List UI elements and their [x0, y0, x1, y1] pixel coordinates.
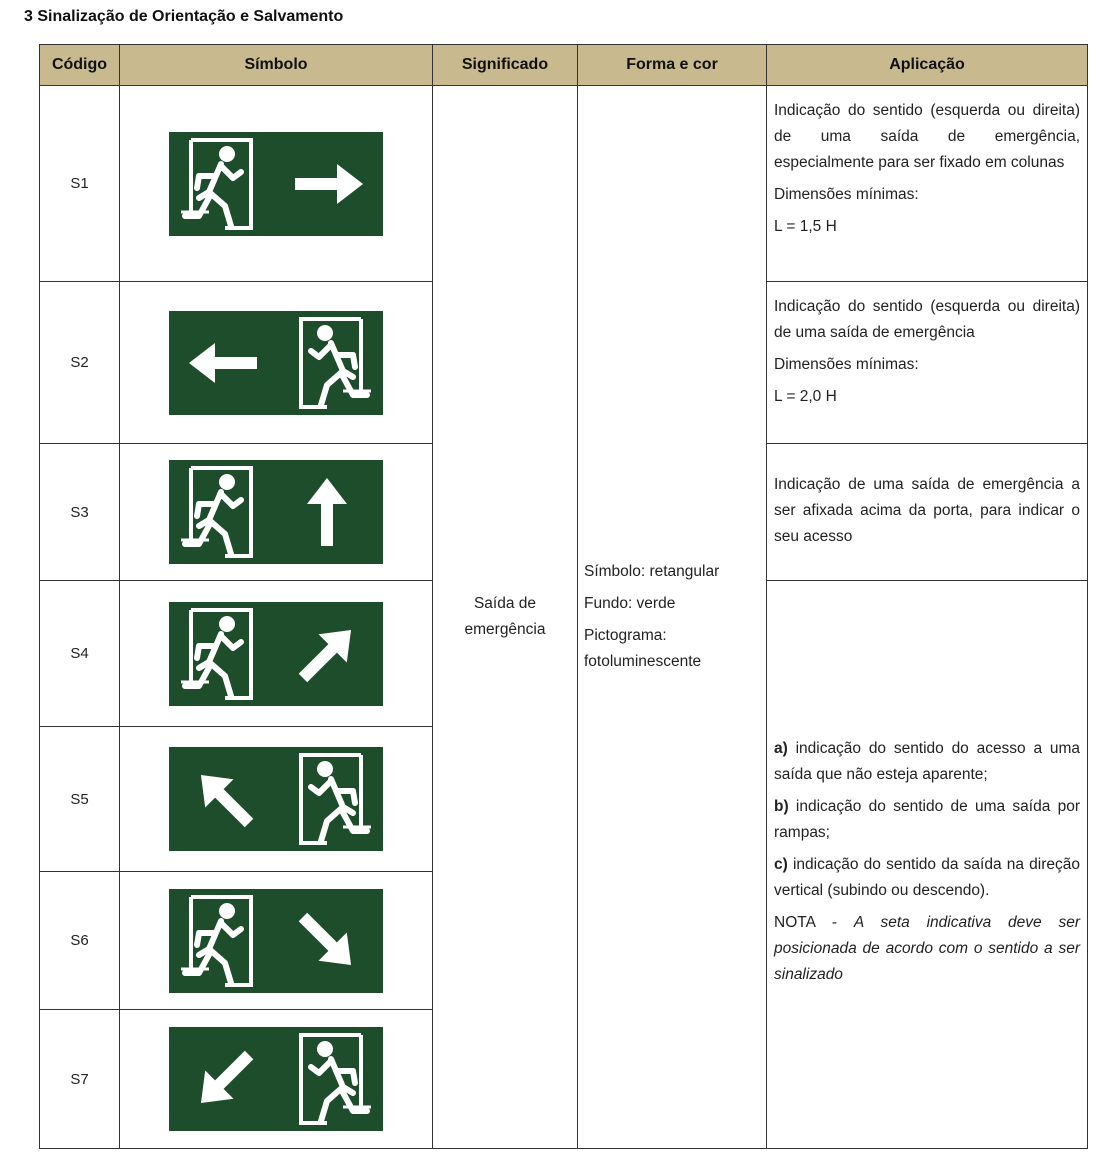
aplicacao-s4-s7 — [767, 581, 1088, 1149]
code-s1: S1 — [40, 86, 120, 282]
forma-pictograma-1: Pictograma: — [584, 627, 667, 644]
header-simbolo: Símbolo — [120, 45, 433, 86]
aplicacao-s2-dims-value: L = 2,0 H — [774, 388, 837, 405]
item-a-text: indicação do sentido do acesso a uma saída que não esteja aparente; — [774, 739, 1080, 783]
aplicacao-item-c — [774, 852, 1080, 904]
header-codigo: Código — [40, 45, 120, 86]
symbol-cell — [120, 727, 433, 872]
header-row — [40, 45, 1088, 86]
symbol-cell — [120, 282, 433, 444]
aplicacao-s2 — [767, 282, 1088, 444]
forma-pictograma-2: fotoluminescente — [584, 653, 702, 670]
exit-sign-up-right-icon — [169, 602, 383, 706]
exit-sign-down-left-icon — [169, 1027, 383, 1131]
aplicacao-item-b — [774, 794, 1080, 846]
significado-cell — [433, 86, 578, 1149]
aplicacao-s1 — [767, 86, 1088, 282]
aplicacao-s1-dims-label: Dimensões mínimas: — [774, 186, 919, 203]
aplicacao-s2-dims-label: Dimensões mínimas: — [774, 356, 919, 373]
item-b-label: b) — [774, 797, 789, 815]
aplicacao-nota — [774, 910, 1080, 988]
code-s3: S3 — [40, 444, 120, 581]
header-significado: Significado — [433, 45, 578, 86]
section-title: 3 Sinalização de Orientação e Salvamento — [24, 8, 344, 25]
symbol-cell — [120, 872, 433, 1010]
signage-table — [39, 44, 1088, 1149]
exit-sign-up-left-icon — [169, 747, 383, 851]
exit-sign-up-icon — [169, 460, 383, 564]
item-c-text: indicação do sentido da saída na direção vertical (subindo ou descendo). — [774, 855, 1080, 899]
code-s4: S4 — [40, 581, 120, 727]
item-b-text: indicação do sentido de uma saída por rampas; — [774, 797, 1080, 841]
code-s7: S7 — [40, 1010, 120, 1149]
symbol-cell — [120, 581, 433, 727]
header-forma-cor: Forma e cor — [578, 45, 767, 86]
table-row — [40, 86, 1088, 282]
code-s2: S2 — [40, 282, 120, 444]
forma-simbolo: Símbolo: retangular — [584, 563, 720, 580]
item-c-label: c) — [774, 855, 788, 873]
forma-cor-cell — [578, 86, 767, 1149]
nota-label: NOTA - — [774, 913, 838, 931]
nota-text: A seta indicativa deve ser posicionada de acordo com o sentido a ser sinalizado — [774, 913, 1080, 983]
exit-sign-right-icon — [169, 132, 383, 236]
header-aplicacao: Aplicação — [767, 45, 1088, 86]
forma-fundo: Fundo: verde — [584, 595, 676, 612]
aplicacao-s3 — [767, 444, 1088, 581]
code-s6: S6 — [40, 872, 120, 1010]
aplicacao-s1-text: Indicação do sentido (esquerda ou direita) de uma saída de emergência, especialmente para ser fixado em colunas — [774, 102, 1080, 171]
aplicacao-s3-text: Indicação de uma saída de emergência a ser afixada acima da porta, para indicar o seu acesso — [774, 476, 1080, 545]
aplicacao-item-a — [774, 736, 1080, 788]
exit-sign-left-icon — [169, 311, 383, 415]
significado-line2: emergência — [464, 621, 546, 638]
aplicacao-s1-dims-value: L = 1,5 H — [774, 218, 837, 235]
exit-sign-down-right-icon — [169, 889, 383, 993]
significado-line1: Saída de — [473, 595, 537, 612]
code-s5: S5 — [40, 727, 120, 872]
symbol-cell — [120, 1010, 433, 1149]
symbol-cell — [120, 86, 433, 282]
item-a-label: a) — [774, 739, 788, 757]
symbol-cell — [120, 444, 433, 581]
aplicacao-s2-text: Indicação do sentido (esquerda ou direita) de uma saída de emergência — [774, 298, 1080, 341]
